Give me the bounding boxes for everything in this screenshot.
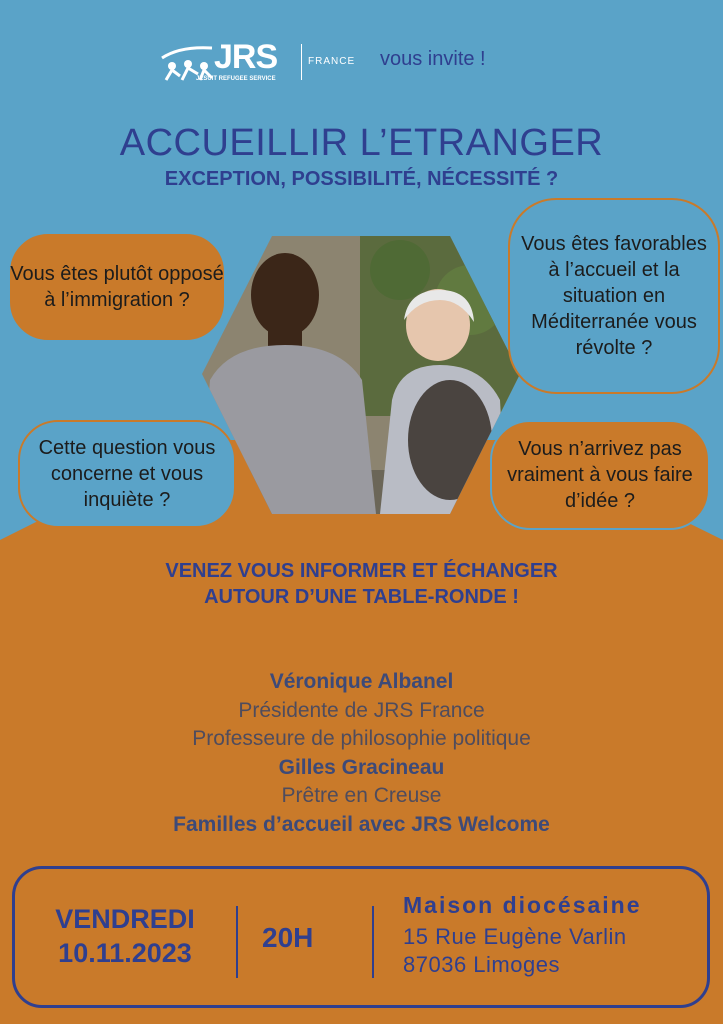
logo-text: JRS [214,38,278,76]
bubble-undecided-text: Vous n’arrivez pas vraiment à vous faire d’idée ? [507,438,693,512]
venue-city: 87036 Limoges [403,952,560,977]
bubble-concerned [18,420,236,528]
page-subtitle: EXCEPTION, POSSIBILITÉ, NÉCESSITÉ ? [164,168,559,190]
page-title: ACCUEILLIR L’ETRANGER [119,122,604,164]
cta-line-2: AUTOUR D’UNE TABLE-RONDE ! [204,586,519,608]
event-date-value: 10.11.2023 [58,938,192,968]
event-day: VENDREDI [55,904,195,934]
invite-text: vous invite ! [380,48,486,70]
divider [372,906,374,978]
speaker-name: Véronique Albanel [269,670,454,693]
bubble-undecided [490,420,710,530]
logo-country: FRANCE [308,56,356,67]
bubble-favorable-text: Vous êtes favorables à l’accueil et la situation en Méditerranée vous révolte ? [521,233,707,359]
speaker-role: Prêtre en Creuse [281,784,442,807]
bubble-opposed [8,232,226,342]
bubble-opposed-text: Vous êtes plutôt opposé à l’immigration ? [10,263,224,311]
speaker-role: Professeure de philosophie politique [192,727,531,750]
event-time: 20H [262,922,314,953]
venue-street: 15 Rue Eugène Varlin [403,924,627,949]
divider [236,906,238,978]
speaker-name: Gilles Gracineau [278,755,445,779]
speaker-role: Présidente de JRS France [238,698,485,722]
speakers-list [0,668,723,839]
call-to-action [0,558,723,610]
cta-line-1: VENEZ VOUS INFORMER ET ÉCHANGER [165,560,558,582]
bubble-favorable [508,198,720,394]
bubble-concerned-text: Cette question vous concerne et vous inquiète ? [38,437,216,511]
event-date [40,902,210,970]
venue-name: Maison diocésaine [403,892,642,918]
speaker-group: Familles d’accueil avec JRS Welcome [173,812,550,836]
logo-subtitle: JESUIT REFUGEE SERVICE [196,76,276,82]
